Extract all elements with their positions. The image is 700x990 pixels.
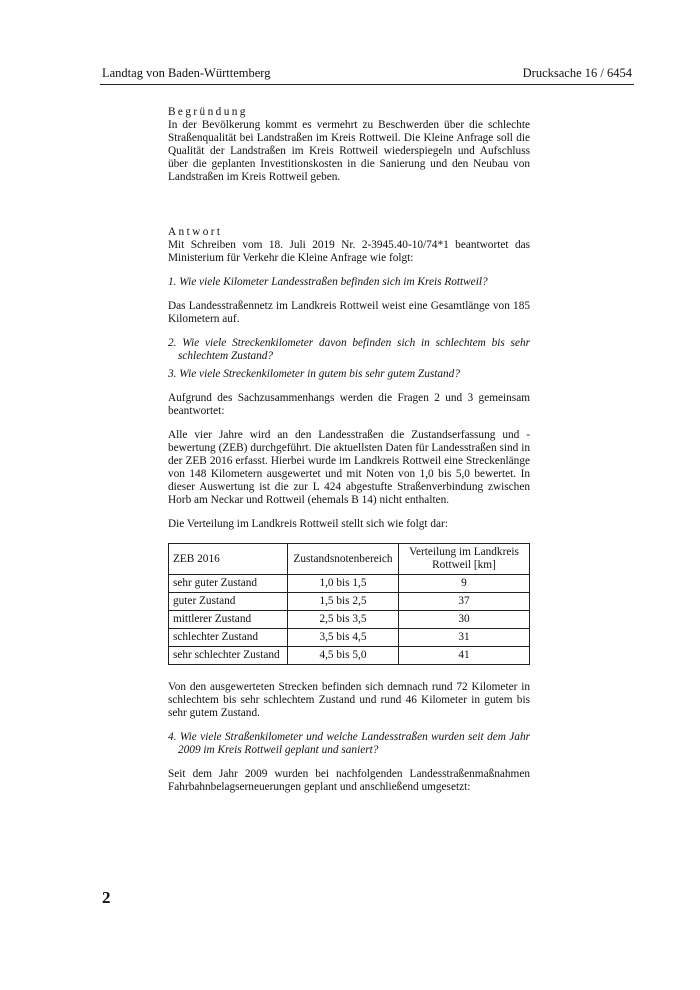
question-2: 2. Wie viele Streckenkilometer davon befinden sich in schlechtem bis sehr schlechtem Zustand?: [168, 337, 530, 362]
table-cell: sehr schlechter Zustand: [169, 647, 288, 665]
table-cell: 30: [399, 611, 530, 629]
table-cell: 1,0 bis 1,5: [288, 575, 399, 593]
question-4: 4. Wie viele Straßenkilometer und welche Landesstraßen wurden seit dem Jahr 2009 im Kreis Rottweil geplant und saniert?: [168, 731, 530, 756]
table-intro: Die Verteilung im Landkreis Rottweil stellt sich wie folgt dar:: [168, 518, 448, 530]
table-header-cell: ZEB 2016: [169, 544, 288, 575]
answer-2-3-intro: Aufgrund des Sachzusammenhangs werden die Fragen 2 und 3 gemeinsam beantwortet:: [168, 392, 530, 417]
table-cell: mittlerer Zustand: [169, 611, 288, 629]
table-cell: 2,5 bis 3,5: [288, 611, 399, 629]
table-cell: guter Zustand: [169, 593, 288, 611]
table-cell: 41: [399, 647, 530, 665]
table-row: [169, 629, 530, 647]
after-table-text: Von den ausgewerteten Strecken befinden sich demnach rund 72 Kilometer in schlechtem bis sehr schlechtem Zustand und rund 46 Kilometer in gutem bis sehr gutem Zustand.: [168, 681, 530, 719]
page-number: 2: [102, 888, 111, 907]
answer-2-3-text: Alle vier Jahre wird an den Landesstraßen die Zustandserfassung und -bewertung (ZEB) durchgeführt. Die aktuellsten Daten für Landesstraßen sind in der ZEB 2016 erfasst. Hierbei wurde im Landkreis Rottweil eine Streckenlänge von 148 Kilometern ausgewertet und mit Noten von 1,0 bis 5,0 bewertet. In dieser Auswertung ist die zur L 424 abgestufte Straßenverbindung zwischen Horb am Neckar und Rottweil (ehemals B 14) nicht enthalten.: [168, 429, 530, 506]
document-body: [168, 106, 530, 794]
table-cell: 3,5 bis 4,5: [288, 629, 399, 647]
antwort-intro: Mit Schreiben vom 18. Juli 2019 Nr. 2-3945.40-10/74*1 beantwortet das Ministerium für Verkehr die Kleine Anfrage wie folgt:: [168, 239, 530, 264]
table-cell: schlechter Zustand: [169, 629, 288, 647]
table-cell: 4,5 bis 5,0: [288, 647, 399, 665]
table-cell: 9: [399, 575, 530, 593]
table-header-cell: Zustandsnotenbereich: [288, 544, 399, 575]
table-row: [169, 647, 530, 665]
header-divider: [100, 84, 634, 85]
begruendung-heading: Begründung: [168, 106, 248, 118]
table-cell: 37: [399, 593, 530, 611]
table-cell: 1,5 bis 2,5: [288, 593, 399, 611]
table-row: [169, 575, 530, 593]
answer-1: Das Landesstraßennetz im Landkreis Rottweil weist eine Gesamtlänge von 185 Kilometern auf.: [168, 300, 530, 325]
table-header-cell: Verteilung im Landkreis Rottweil [km]: [399, 544, 530, 575]
begruendung-text: In der Bevölkerung kommt es vermehrt zu Beschwerden über die schlechte Straßenqualität bei Landstraßen im Kreis Rottweil. Die Kleine Anfrage soll die Qualität der Landstraßen im Kreis Rottweil wiederspiegeln und Aufschluss über die geplanten Investitionskosten in die Sanierung und den Neubau von Landstraßen im Kreis Rottweil geben.: [168, 119, 530, 183]
header-document-number: Drucksache 16 / 6454: [522, 66, 632, 80]
antwort-heading: Antwort: [168, 226, 223, 238]
table-row: [169, 593, 530, 611]
table-cell: sehr guter Zustand: [169, 575, 288, 593]
answer-4: Seit dem Jahr 2009 wurden bei nachfolgenden Landesstraßenmaßnahmen Fahrbahnbelagserneuerungen geplant und anschließend umgesetzt:: [168, 768, 530, 793]
question-1: 1. Wie viele Kilometer Landesstraßen befinden sich im Kreis Rottweil?: [168, 276, 488, 288]
question-3: 3. Wie viele Streckenkilometer in gutem bis sehr gutem Zustand?: [168, 368, 460, 380]
header-title: Landtag von Baden-Württemberg: [102, 66, 271, 80]
table-header-row: [169, 544, 530, 575]
zeb-table: [168, 543, 530, 665]
table-row: [169, 611, 530, 629]
table-cell: 31: [399, 629, 530, 647]
